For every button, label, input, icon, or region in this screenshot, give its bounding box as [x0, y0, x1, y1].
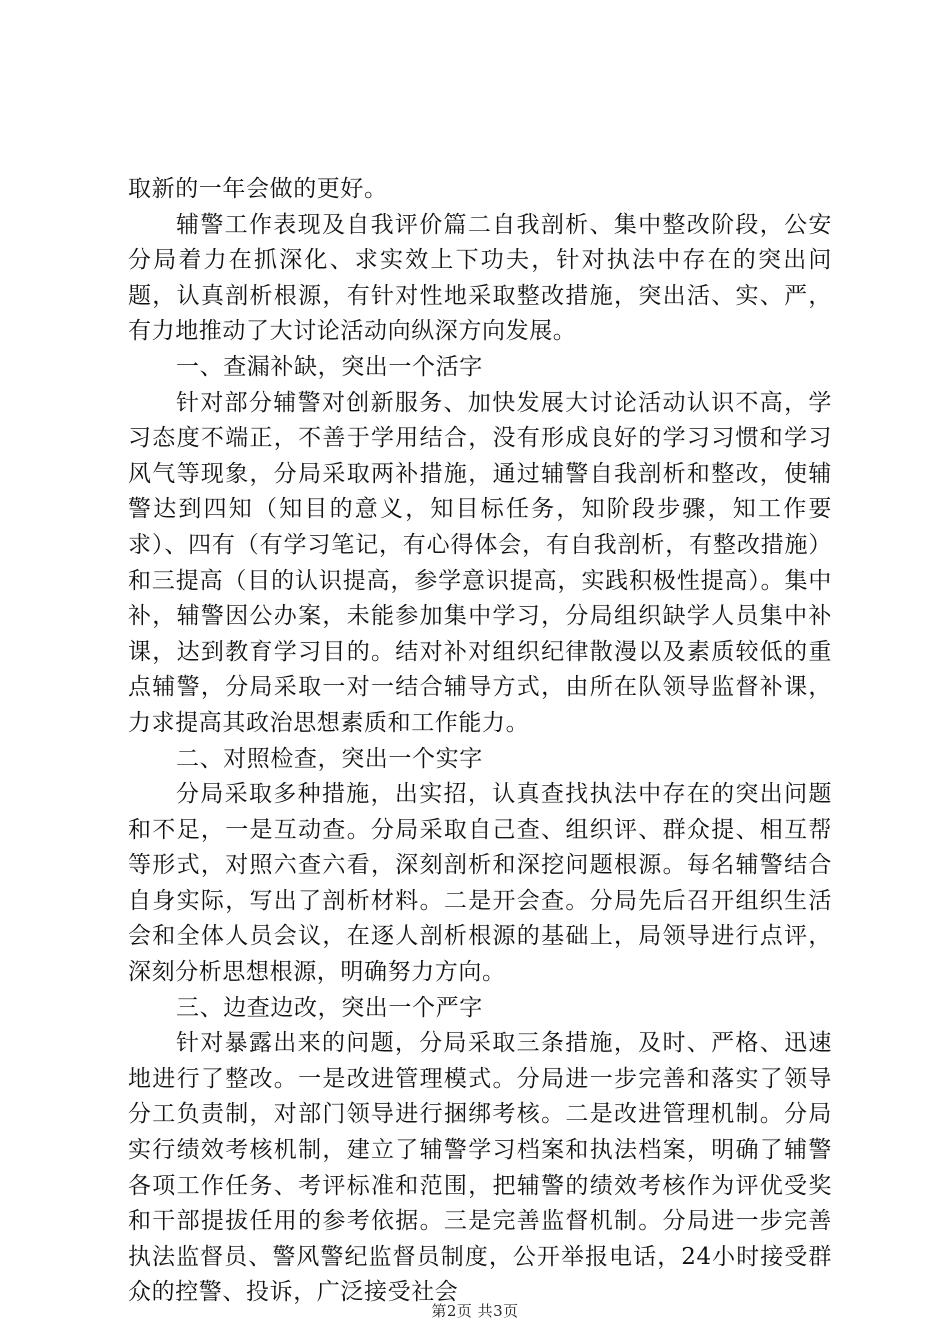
paragraph-intro: 辅警工作表现及自我评价篇二自我剖析、集中整改阶段，公安分局着力在抓深化、求实效上下功夫，针对执法中存在的突出问题，认真剖析根源，有针对性地采取整改措施，突出活、实、严，有力地推动了大讨论活动向纵深方向发展。	[128, 211, 832, 345]
section-heading-3: 三、边查边改，突出一个严字	[176, 994, 483, 1021]
paragraph-section-1: 针对部分辅警对创新服务、加快发展大讨论活动认识不高，学习态度不端正，不善于学用结合，没有形成良好的学习习惯和学习风气等现象，分局采取两补措施，通过辅警自我剖析和整改，使辅警达到四知（知目的意义，知目标任务，知阶段步骤，知工作要求）、四有（有学习笔记，有心得体会，有自我剖析，有整改措施）和三提高（目的认识提高，参学意识提高，实践积极性提高）。集中补，辅警因公办案，未能参加集中学习，分局组织缺学人员集中补课，达到教育学习目的。结对补对组织纪律散漫以及素质较低的重点辅警，分局采取一对一结合辅导方式，由所在队领导监督补课，力求提高其政治思想素质和工作能力。	[128, 389, 832, 736]
paragraph-section-2: 分局采取多种措施，出实招，认真查找执法中存在的突出问题和不足，一是互动查。分局采取自己查、组织评、群众提、相互帮等形式，对照六查六看，深刻剖析和深挖问题根源。每名辅警结合自身实际，写出了剖析材料。二是开会查。分局先后召开组织生活会和全体人员会议，在逐人剖析根源的基础上，局领导进行点评，深刻分析思想根源，明确努力方向。	[128, 781, 832, 986]
document-body	[128, 172, 832, 1311]
page-footer	[0, 1301, 950, 1321]
paragraph-continuation: 取新的一年会做的更好。	[128, 176, 388, 202]
section-heading-1: 一、查漏补缺，突出一个活字	[176, 353, 483, 380]
section-heading-2: 二、对照检查，突出一个实字	[176, 745, 483, 772]
paragraph-section-3: 针对暴露出来的问题，分局采取三条措施，及时、严格、迅速地进行了整改。一是改进管理模式。分局进一步完善和落实了领导分工负责制，对部门领导进行捆绑考核。二是改进管理机制。分局实行绩效考核机制，建立了辅警学习档案和执法档案，明确了辅警各项工作任务、考评标准和范围，把辅警的绩效考核作为评优受奖和干部提拔任用的参考依据。三是完善监督机制。分局进一步完善执法监督员、警风警纪监督员制度，公开举报电话，24小时接受群众的控警、投诉，广泛接受社会	[128, 1030, 832, 1306]
page-number: 第2页 共3页	[431, 1302, 519, 1320]
